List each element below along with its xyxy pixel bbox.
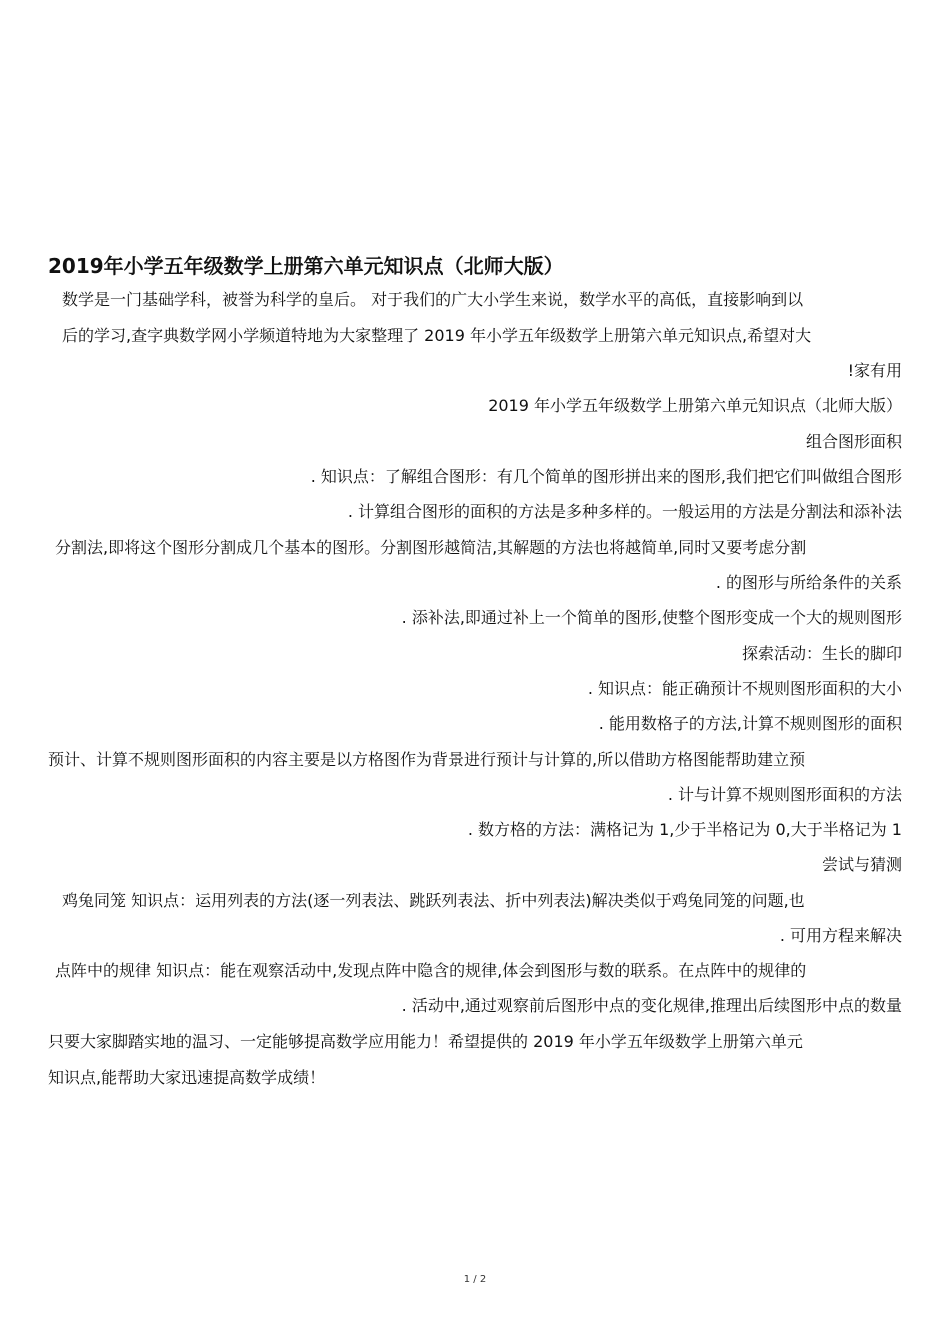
paragraph-line: !家有用 [847,361,902,380]
paragraph-line: . 添补法,即通过补上一个简单的图形,使整个图形变成一个大的规则图形 [401,608,902,627]
paragraph-line: 数学是一门基础学科，被誉为科学的皇后。 对于我们的广大小学生来说，数学水平的高低，直接影响到以 [62,290,804,309]
paragraph-line: . 计算组合图形的面积的方法是多种多样的。一般运用的方法是分割法和添补法 [347,502,902,521]
paragraph-line: . 知识点：了解组合图形：有几个简单的图形拼出来的图形,我们把它们叫做组合图形 [310,467,902,486]
paragraph-line: 后的学习,查字典数学网小学频道特地为大家整理了 2019 年小学五年级数学上册第六单元知识点,希望对大 [62,326,812,345]
section-heading: 尝试与猜测 [821,855,902,874]
section-heading: 探索活动：生长的脚印 [741,644,902,663]
paragraph-line: 鸡兔同笼 知识点：运用列表的方法(逐一列表法、跳跃列表法、折中列表法)解决类似于鸡兔同笼的问题,也 [62,891,805,910]
paragraph-line: 分割法,即将这个图形分割成几个基本的图形。分割图形越简洁,其解题的方法也将越简单,同时又要考虑分割 [55,538,807,557]
section-heading: 组合图形面积 [805,432,902,451]
paragraph-line: . 可用方程来解决 [779,926,902,945]
section-heading: 2019 年小学五年级数学上册第六单元知识点（北师大版） [488,396,902,415]
paragraph-line: 预计、计算不规则图形面积的内容主要是以方格图作为背景进行预计与计算的,所以借助方格图能帮助建立预 [48,750,806,769]
paragraph-line: . 的图形与所给条件的关系 [715,573,902,592]
paragraph-line: . 数方格的方法：满格记为 1,少于半格记为 0,大于半格记为 1 [467,820,902,839]
paragraph-line: . 知识点：能正确预计不规则图形面积的大小 [587,679,902,698]
paragraph-line: 只要大家脚踏实地的温习、一定能够提高数学应用能力！希望提供的 2019 年小学五年级数学上册第六单元 [48,1032,803,1051]
paragraph-line: 知识点,能帮助大家迅速提高数学成绩！ [48,1068,326,1087]
page-number: 1 / 2 [463,1274,487,1285]
paragraph-line: . 计与计算不规则图形面积的方法 [667,785,902,804]
paragraph-line: . 活动中,通过观察前后图形中点的变化规律,推理出后续图形中点的数量 [401,996,902,1015]
paragraph-line: . 能用数格子的方法,计算不规则图形的面积 [598,714,902,733]
paragraph-line: 点阵中的规律 知识点：能在观察活动中,发现点阵中隐含的规律,体会到图形与数的联系。在点阵中的规律的 [55,961,807,980]
document-title: 2019年小学五年级数学上册第六单元知识点（北师大版） [48,254,564,278]
